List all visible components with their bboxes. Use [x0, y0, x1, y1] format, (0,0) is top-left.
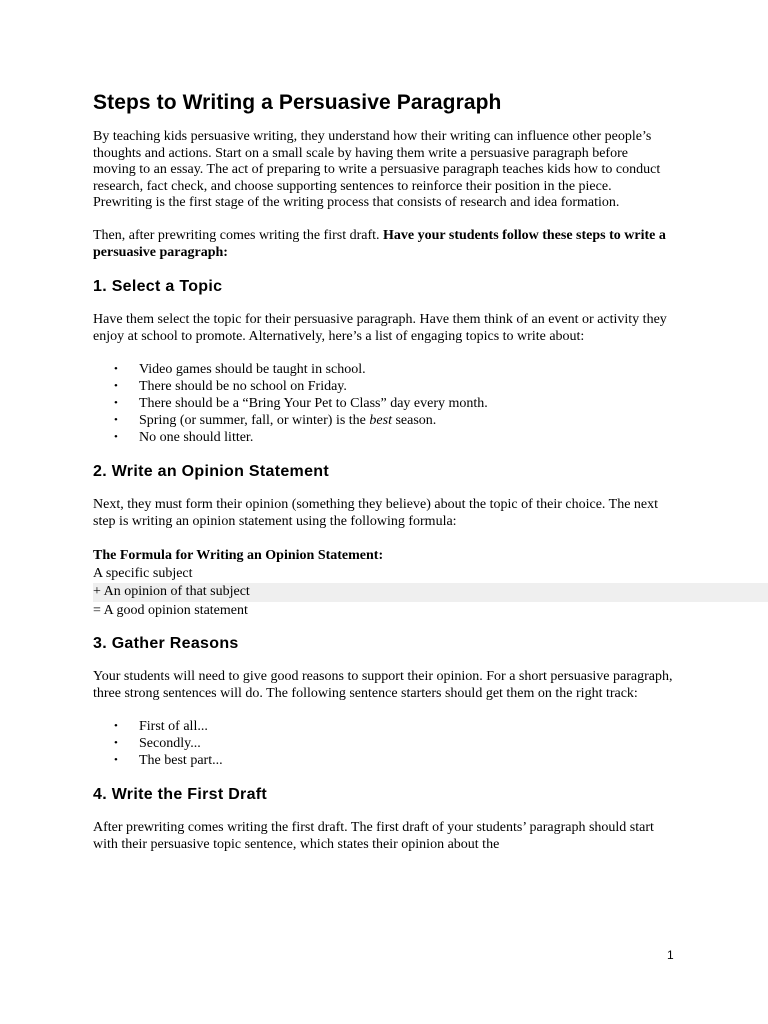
formula-title: The Formula for Writing an Opinion Statement: — [93, 547, 384, 563]
formula-line: = A good opinion statement — [93, 602, 248, 618]
intro-paragraph-2 — [93, 228, 673, 261]
section-heading-first-draft: 4. Write the First Draft — [93, 786, 268, 804]
list-item — [93, 752, 673, 769]
opinion-statement-text: Next, they must form their opinion (something they believe) about the topic of their choice. The next step is writing an opinion statement using the following formula: — [93, 497, 659, 529]
section-heading-gather-reasons: 3. Gather Reasons — [93, 635, 239, 653]
list-item-text: The best part... — [139, 753, 223, 769]
page-number: 1 — [667, 948, 674, 962]
bullet-icon: • — [114, 380, 118, 393]
sentence-starter-list — [93, 718, 673, 769]
formula-line: + An opinion of that subject — [93, 583, 768, 602]
bullet-icon: • — [114, 720, 118, 733]
intro-plain-text: Then, after prewriting comes writing the first draft. — [93, 227, 384, 243]
intro-paragraph: By teaching kids persuasive writing, they understand how their writing can influence other people’s thoughts and actions. Start on a small scale by having them write a persuasive paragraph before moving to an essay. The act of preparing to write a persuasive paragraph teaches kids how to conduct research, fact check, and choose supporting sentences to reinforce their position in the piece. Prewriting is the first stage of the writing process that consists of research and idea formation. — [93, 129, 661, 211]
bullet-icon: • — [114, 737, 118, 750]
section-heading-opinion-statement: 2. Write an Opinion Statement — [93, 463, 329, 481]
gather-reasons-text: Your students will need to give good reasons to support their opinion. For a short persuasive paragraph, three strong sentences will do. The following sentence starters should get them on the right track: — [93, 669, 673, 701]
list-item-text: There should be a “Bring Your Pet to Class” day every month. — [139, 396, 488, 412]
bullet-icon: • — [114, 414, 118, 427]
list-item-text-end: season. — [391, 413, 437, 429]
list-item — [93, 718, 673, 735]
list-item — [93, 361, 673, 378]
list-item — [93, 378, 673, 395]
list-item-text: Secondly... — [139, 736, 201, 752]
intro-bold-text: Have your students follow these steps to write a persuasive paragraph: — [93, 227, 666, 260]
formula-block — [93, 547, 673, 621]
topic-list — [93, 361, 673, 446]
first-draft-text: After prewriting comes writing the first draft. The first draft of your students’ paragraph should start with their persuasive topic sentence, which states their opinion about the — [93, 820, 654, 852]
list-item — [93, 395, 673, 412]
list-item-text: Spring (or summer, fall, or winter) is the — [139, 413, 370, 429]
list-item-text: No one should litter. — [139, 430, 254, 446]
formula-line: A specific subject — [93, 565, 193, 581]
bullet-icon: • — [114, 397, 118, 410]
bullet-icon: • — [114, 363, 118, 376]
bullet-icon: • — [114, 754, 118, 767]
list-item — [93, 412, 673, 429]
list-item-text: Video games should be taught in school. — [139, 362, 366, 378]
select-topic-text: Have them select the topic for their persuasive paragraph. Have them think of an event or activity they enjoy at school to promote. Alternatively, here’s a list of engaging topics to write about: — [93, 312, 667, 344]
list-item-emphasis: best — [369, 413, 392, 429]
list-item — [93, 735, 673, 752]
section-heading-select-topic: 1. Select a Topic — [93, 278, 223, 296]
bullet-icon: • — [114, 431, 118, 444]
list-item-text: First of all... — [139, 719, 208, 735]
list-item — [93, 429, 673, 446]
page-title: Steps to Writing a Persuasive Paragraph — [93, 91, 502, 114]
list-item-text: There should be no school on Friday. — [139, 379, 347, 395]
document-content — [93, 90, 673, 869]
